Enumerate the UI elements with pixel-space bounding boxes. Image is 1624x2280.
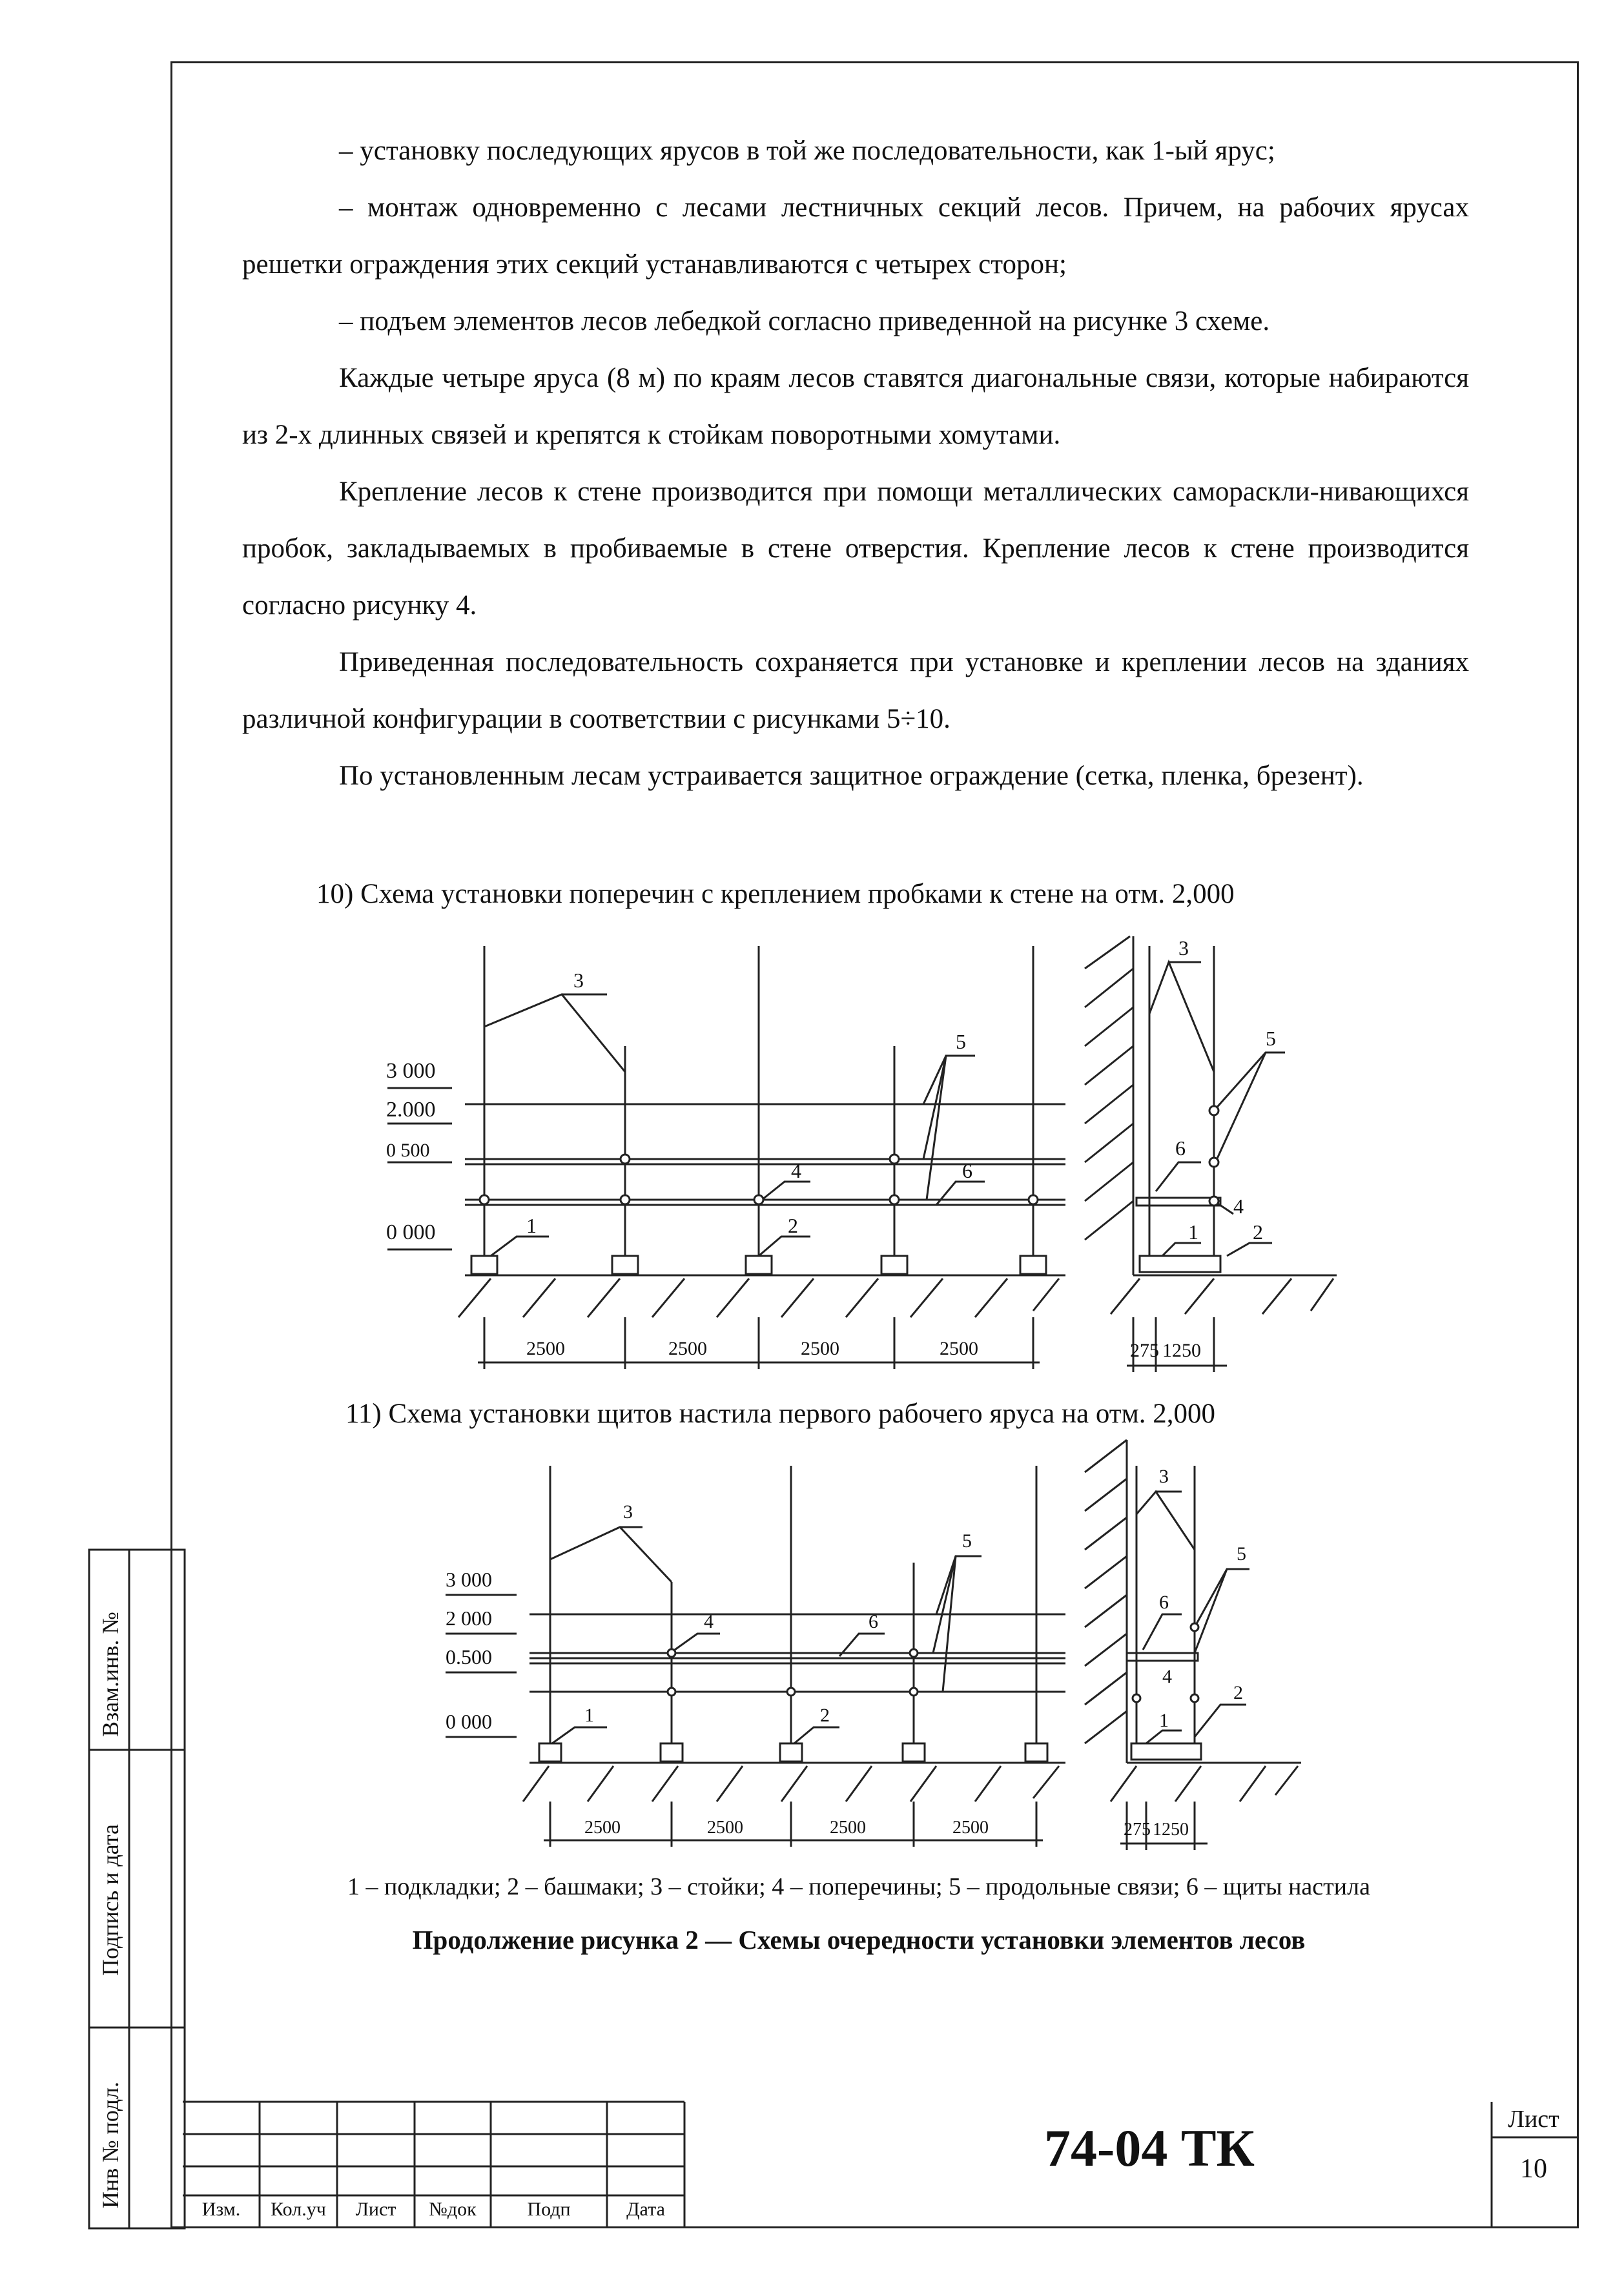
dim-label: 2500 <box>707 1818 743 1838</box>
level-label: 0 000 <box>446 1710 492 1733</box>
callout-label: 5 <box>1266 1027 1276 1050</box>
callout-label: 1 <box>1159 1710 1169 1731</box>
level-label: 0 500 <box>386 1140 430 1161</box>
sheet-number: 10 <box>1520 2154 1547 2184</box>
callout-label: 4 <box>704 1611 714 1632</box>
side-stamp-replacement: Взам.инв. № <box>98 1612 123 1737</box>
figure10-side-view <box>1085 936 1337 1372</box>
callout-label: 5 <box>1237 1543 1246 1565</box>
callout-label: 4 <box>1162 1666 1172 1687</box>
level-label: 2.000 <box>386 1098 436 1122</box>
callout-label: 2 <box>788 1214 798 1237</box>
tb-col-sheet: Лист <box>355 2199 396 2220</box>
paragraph: Каждые четыре яруса (8 м) по краям лесов ставятся диагональные связи, которые набираются из 2-х длинных связей и крепятся к стойкам поворотными хомутами. <box>242 363 1469 450</box>
callout-label: 2 <box>1233 1682 1243 1703</box>
figure11-caption: 11) Схема установки щитов настила первого рабочего яруса на отм. 2,000 <box>345 1399 1216 1429</box>
dim-label: 2500 <box>952 1818 989 1838</box>
side-stamp-signature: Подпись и дата <box>98 1824 123 1976</box>
level-label: 0.500 <box>446 1645 492 1669</box>
dim-label: 2500 <box>940 1338 978 1359</box>
dim-label: 2500 <box>801 1338 839 1359</box>
tb-col-change: Изм. <box>201 2199 241 2220</box>
figure11-side-clamps <box>1133 1623 1198 1702</box>
dim-label: 2500 <box>668 1338 707 1359</box>
callout-label: 3 <box>1178 936 1189 960</box>
callout-label: 6 <box>962 1159 972 1182</box>
figure10-caption: 10) Схема установки поперечин с креплением пробками к стене на отм. 2,000 <box>316 879 1235 909</box>
paragraph: По установленным лесам устраивается защитное ограждение (сетка, пленка, брезент). <box>339 761 1364 791</box>
callout-label: 1 <box>584 1705 594 1726</box>
tb-col-date: Дата <box>626 2199 665 2220</box>
level-label: 2 000 <box>446 1607 492 1630</box>
callout-label: 2 <box>820 1705 830 1726</box>
dim-label: 275 <box>1130 1340 1159 1361</box>
callout-label: 3 <box>623 1501 633 1523</box>
callout-label: 3 <box>573 969 584 992</box>
callout-label: 1 <box>1188 1220 1198 1244</box>
tb-col-docnum: №док <box>429 2199 477 2220</box>
callout-label: 6 <box>1175 1136 1186 1160</box>
tb-col-signature: Подп <box>527 2199 571 2220</box>
paragraph: Приведенная последовательность сохраняется при установке и креплении лесов на зданиях различной конфигурации в соответствии с рисунками 5÷10. <box>242 647 1469 734</box>
paragraph: – монтаж одновременно с лесами лестничных секций лесов. Причем, на рабочих ярусах решетки ограждения этих секций устанавливаются с четырех сторон; <box>242 192 1469 280</box>
figure11-clamps <box>668 1649 918 1696</box>
level-label: 0 000 <box>386 1220 436 1244</box>
ground-hatch <box>458 1279 1059 1317</box>
callout-label: 4 <box>791 1159 801 1182</box>
callout-label: 2 <box>1253 1220 1263 1244</box>
dim-label: 2500 <box>584 1818 621 1838</box>
paragraph: – подъем элементов лесов лебедкой согласно приведенной на рисунке 3 схеме. <box>339 306 1270 336</box>
callout-label: 6 <box>1159 1592 1169 1613</box>
figure-title: Продолжение рисунка 2 — Схемы очередности установки элементов лесов <box>412 1925 1306 1955</box>
callout-label: 6 <box>869 1611 878 1632</box>
figure11-side-view <box>1085 1440 1301 1850</box>
dim-label: 275 <box>1124 1820 1151 1840</box>
callout-label: 1 <box>526 1214 537 1237</box>
paragraph: – установку последующих ярусов в той же последовательности, как 1-ый ярус; <box>339 136 1275 166</box>
level-label: 3 000 <box>386 1059 436 1083</box>
callout-label: 3 <box>1159 1466 1169 1487</box>
side-stamp-inv: Инв № подл. <box>98 2081 123 2208</box>
paragraph: Крепление лесов к стене производится при помощи металлических самораскли-нивающихся пробок, закладываемых в пробиваемые в стене отверстия. Крепление лесов к стене производится согласно рисунку 4. <box>242 477 1469 621</box>
sheet-label: Лист <box>1508 2106 1559 2133</box>
callout-label: 5 <box>956 1030 966 1053</box>
dim-label: 2500 <box>526 1338 565 1359</box>
callout-label: 5 <box>962 1530 972 1552</box>
dim-label: 1250 <box>1162 1340 1201 1361</box>
document-code: 74-04 ТК <box>1044 2119 1255 2177</box>
dim-label: 2500 <box>830 1818 866 1838</box>
callout-label: 4 <box>1233 1195 1244 1218</box>
level-label: 3 000 <box>446 1568 492 1591</box>
tb-col-count: Кол.уч <box>271 2199 326 2220</box>
dim-label: 1250 <box>1153 1820 1189 1840</box>
figure10-front-view <box>387 946 1065 1369</box>
figure11-front-view <box>446 1466 1065 1847</box>
figure-legend: 1 – подкладки; 2 – башмаки; 3 – стойки; 4 – поперечины; 5 – продольные связи; 6 – щиты настила <box>347 1873 1370 1900</box>
